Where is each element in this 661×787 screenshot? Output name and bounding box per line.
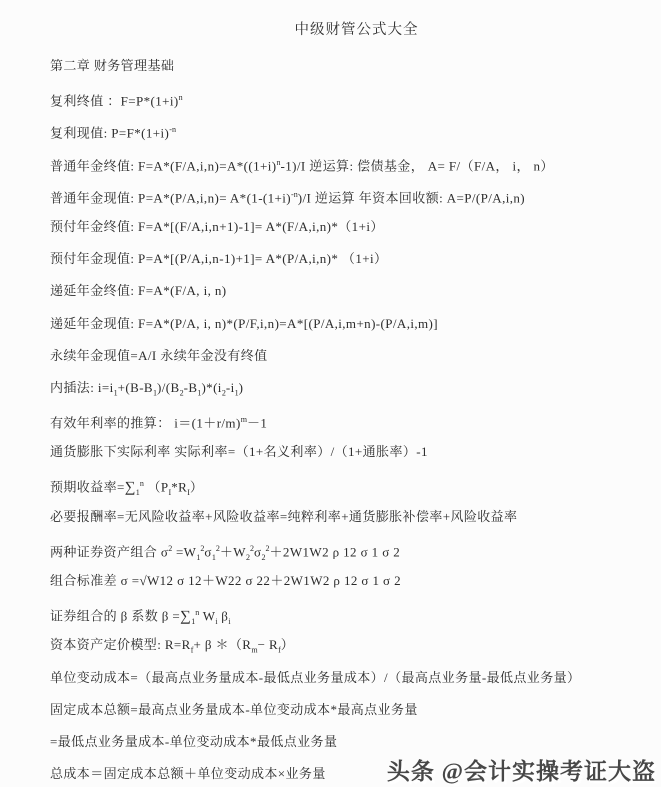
formula-line: 预付年金终值: F=A*[(F/A,i,n+1)-1]= A*(F/A,i,n)*（1+i） bbox=[50, 218, 384, 234]
formula-line: 预付年金现值: P=A*[(P/A,i,n-1)+1]= A*(P/A,i,n)* （1+i） bbox=[50, 251, 388, 267]
formula-line: 必要报酬率=无风险收益率+风险收益率=纯粹利率+通货膨胀补偿率+风险收益率 bbox=[50, 508, 518, 524]
formula-line: 普通年金现值: $P=A*(P/A,i,n)= A*(1-(1+i)^{-n})/I$ 逆运算 年资本回收额: A=P/(P/A,i,n) bbox=[50, 189, 526, 206]
formula-line: 固定成本总额=最高点业务量成本-单位变动成本*最高点业务量 bbox=[50, 701, 418, 717]
page-title: 中级财管公式大全 bbox=[294, 22, 419, 38]
formula-line: 证券组合的 β 系数 $\beta =\sum_1^n$ $W_i$ $\beta_i$ bbox=[50, 608, 231, 627]
formula-line: 组合标准差 σ =√W12 σ 12＋W22 σ 22＋2W1W2 ρ 12 σ 1 σ 2 bbox=[50, 573, 401, 588]
formula-line: 单位变动成本=（最高点业务量成本-最低点业务量成本）/（最高点业务量-最低点业务量） bbox=[50, 669, 581, 685]
formula-line: 永续年金现值=A/I 永续年金没有终值 bbox=[50, 347, 268, 363]
formula-line: 通货膨胀下实际利率 实际利率=（1+名义利率）/（1+通胀率）-1 bbox=[50, 444, 428, 460]
formula-line: 普通年金终值: $F=A*(F/A,i,n)=A*((1+i)^n-1)/I$ 逆运算: 偿债基金， A= F/（F/A， i， n） bbox=[50, 157, 554, 173]
formula-line: 两种证券资产组合 $\sigma^2 =W_1^2\sigma_1^2+W_2^2\sigma_2^2+2W1W2$ ρ 12 σ 1 σ 2 bbox=[50, 543, 401, 562]
formula-line: 资本资产定价模型: $R=R_f+ \beta$ $*(R_m- R_f)$ bbox=[50, 637, 295, 655]
formula-line: 内插法: $i=i_1+(B-B_1)/(B_2-B_1)*(i_2-i_1)$ bbox=[50, 379, 244, 398]
formula-line: 有效年利率的推算： $i=(1+r/m)^m-1$ bbox=[50, 415, 268, 431]
formula-line: 预期收益率$=\sum_1^n$ $(P_I*R_I)$ bbox=[50, 479, 204, 498]
formula-line: 复利终值 ：$F=P*(1+i)^n$ bbox=[50, 93, 183, 109]
formula-line: 复利现值: $P=F*(1+i)^{-n}$ bbox=[50, 125, 176, 141]
formula-line: 递延年金终值: F=A*(F/A, i, n) bbox=[50, 283, 227, 299]
formula-line: =最低点业务量成本-单位变动成本*最低点业务量 bbox=[50, 733, 338, 749]
formula-line: 第二章 财务管理基础 bbox=[50, 58, 175, 73]
watermark: 头条 @会计实操考证大盗 bbox=[386, 759, 656, 784]
formula-line: 递延年金现值: F=A*(P/A, i, n)*(P/F,i,n)=A*[(P/A,i,m+n)-(P/A,i,m)] bbox=[50, 315, 438, 331]
formula-line: 总成本＝固定成本总额＋单位变动成本×业务量 bbox=[50, 766, 326, 782]
formula-list bbox=[50, 57, 651, 787]
